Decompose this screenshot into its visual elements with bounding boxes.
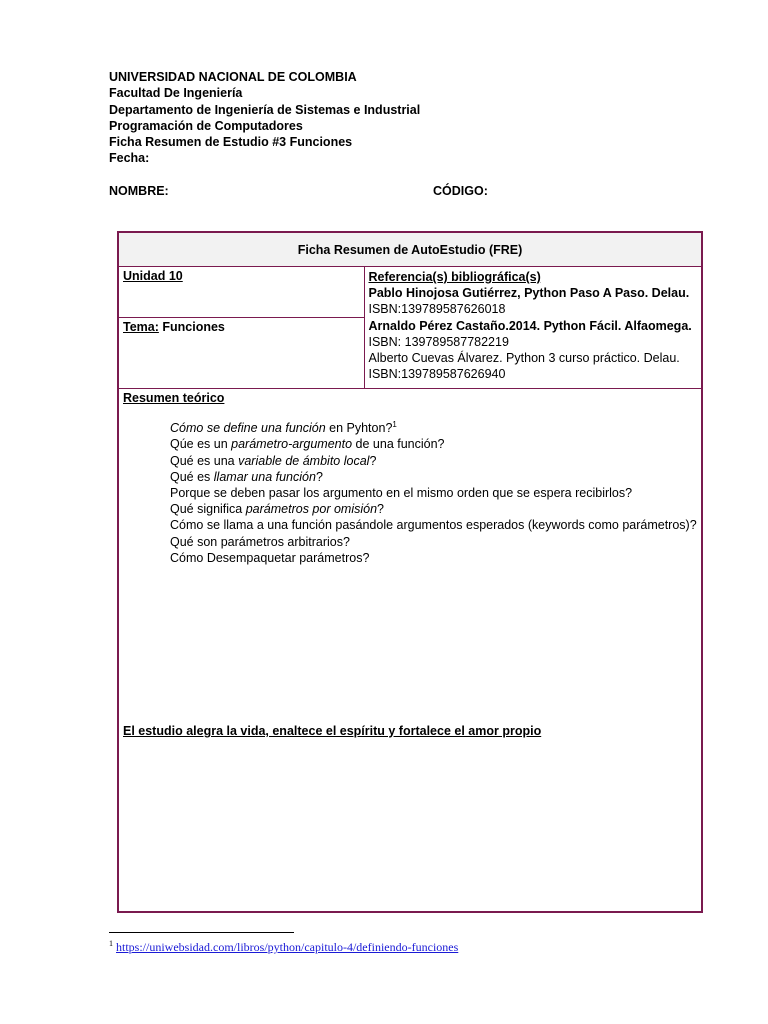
tema-value: Funciones bbox=[158, 320, 225, 334]
document-header bbox=[109, 69, 420, 167]
reference-line: ISBN: 139789587782219 bbox=[368, 334, 509, 349]
reference-line: Pablo Hinojosa Gutiérrez, Python Paso A Paso. Delau. bbox=[368, 286, 690, 301]
resumen-cell bbox=[118, 389, 702, 913]
footnote-mark: 1 bbox=[109, 939, 113, 948]
header-line: Fecha: bbox=[109, 151, 150, 166]
codigo-label: CÓDIGO: bbox=[433, 184, 488, 198]
references-title: Referencia(s) bibliográfica(s) bbox=[368, 270, 541, 284]
table-title: Ficha Resumen de AutoEstudio (FRE) bbox=[118, 232, 702, 267]
reference-line: ISBN:139789587626018 bbox=[368, 302, 506, 317]
header-line: Departamento de Ingeniería de Sistemas e Industrial bbox=[109, 102, 421, 117]
question-item: Qúe es un parámetro-argumento de una función? bbox=[170, 437, 445, 452]
reference-line: Alberto Cuevas Álvarez. Python 3 curso práctico. Delau. bbox=[368, 351, 680, 366]
question-item: Porque se deben pasar los argumento en el mismo orden que se espera recibirlos? bbox=[170, 485, 633, 500]
reference-line: Arnaldo Pérez Castaño.2014. Python Fácil. Alfaomega. bbox=[368, 318, 692, 333]
tema-label: Tema: bbox=[123, 320, 159, 334]
header-line: Ficha Resumen de Estudio #3 Funciones bbox=[109, 135, 353, 150]
unidad-cell bbox=[118, 267, 364, 318]
question-list bbox=[170, 417, 697, 566]
fre-table bbox=[117, 231, 703, 913]
question-item: Qué son parámetros arbitrarios? bbox=[170, 534, 350, 549]
header-line: Facultad De Ingeniería bbox=[109, 86, 243, 101]
question-item: Qué significa parámetros por omisión? bbox=[170, 502, 384, 517]
references-cell bbox=[364, 267, 702, 389]
motto: El estudio alegra la vida, enaltece el espíritu y fortalece el amor propio bbox=[123, 723, 542, 738]
tema-cell bbox=[118, 318, 364, 389]
footnote bbox=[109, 939, 458, 955]
question-item: Qué es una variable de ámbito local? bbox=[170, 453, 377, 468]
header-line: UNIVERSIDAD NACIONAL DE COLOMBIA bbox=[109, 70, 357, 84]
question-item: Cómo se llama a una función pasándole argumentos esperados (keywords como parámetros)? bbox=[170, 518, 697, 533]
unidad-label: Unidad 10 bbox=[123, 269, 183, 283]
question-item: Qué es llamar una función? bbox=[170, 469, 323, 484]
footnote-separator bbox=[109, 932, 294, 933]
question-item: Cómo se define una función en Pyhton?$^1$ bbox=[170, 420, 397, 436]
resumen-title: Resumen teórico bbox=[123, 391, 225, 405]
question-item: Cómo Desempaquetar parámetros? bbox=[170, 550, 370, 565]
reference-line: ISBN:139789587626940 bbox=[368, 367, 506, 382]
header-line: Programación de Computadores bbox=[109, 118, 303, 133]
nombre-label: NOMBRE: bbox=[109, 184, 169, 198]
footnote-link[interactable]: https://uniwebsidad.com/libros/python/capitulo-4/definiendo-funciones bbox=[116, 940, 459, 954]
